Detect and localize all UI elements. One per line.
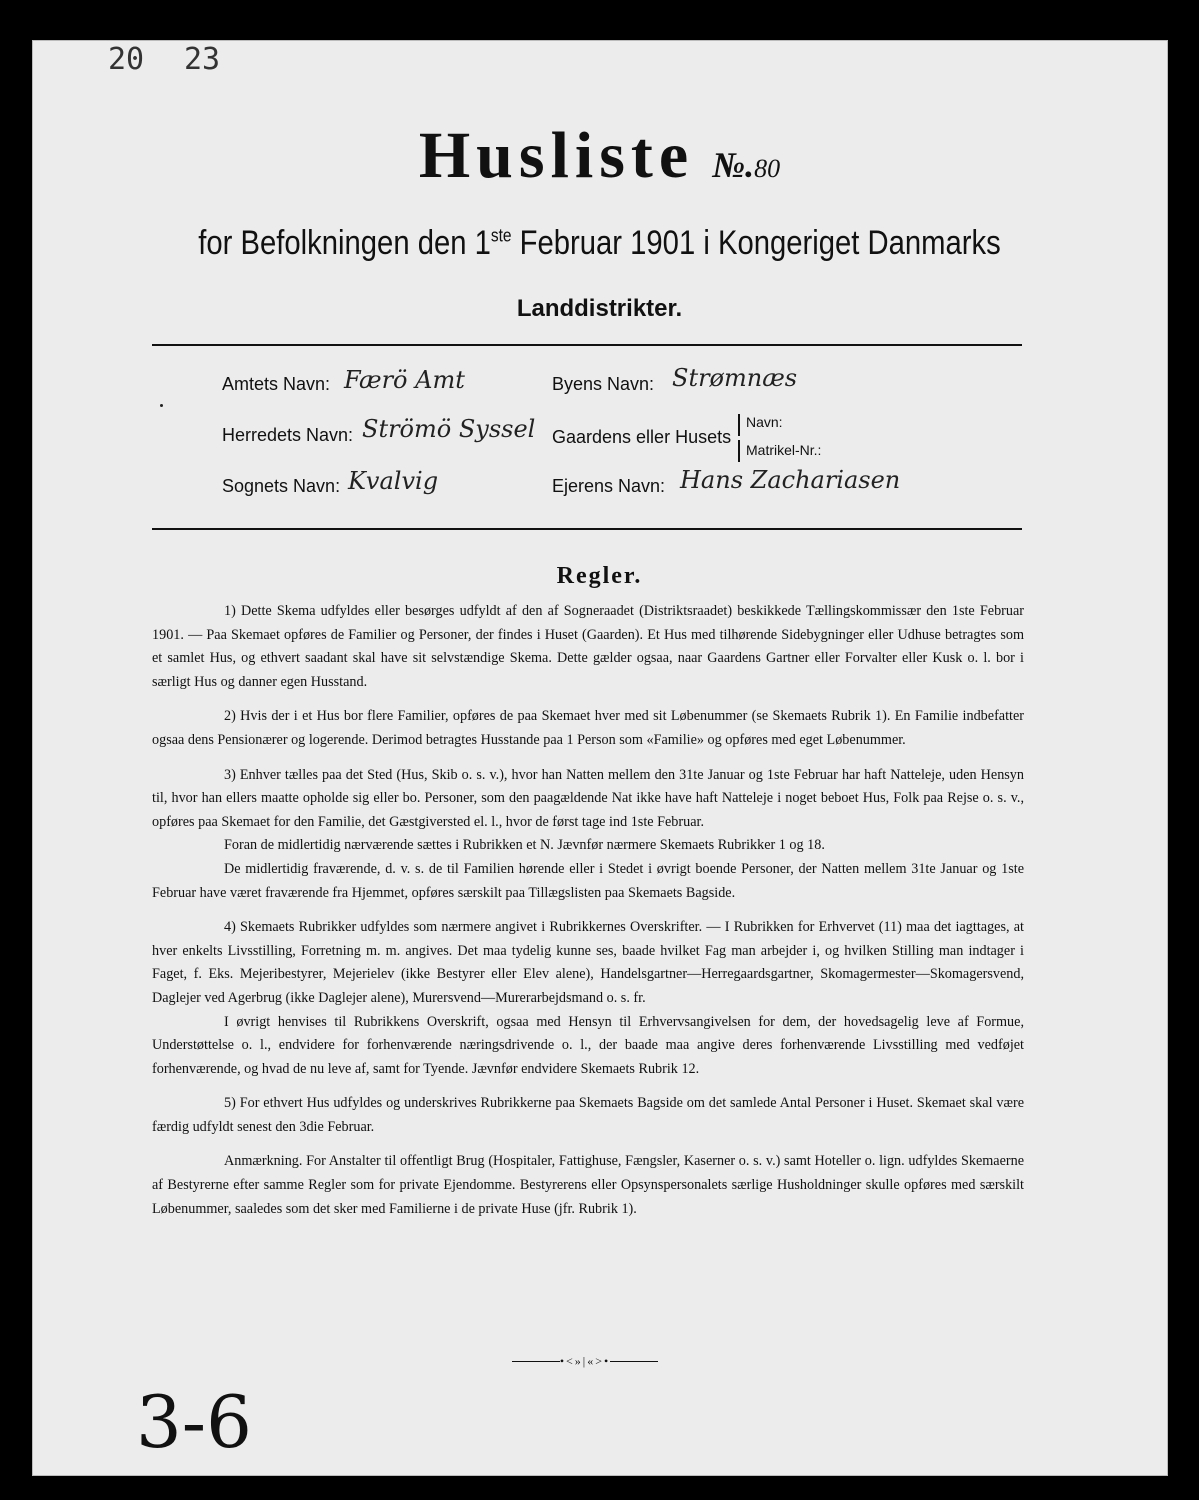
rule-4: 4) Skemaets Rubrikker udfyldes som nærmere angivet i Rubrikkernes Overskrifter. — I Rubrikken for Erhvervet (11) maa det iagttages, at hver enkelts Livsstilling, Forretning m. m. angives. Det maa tydelig kunne ses, baade hvilket Fag man arbejder i, og hvilken Stilling man indtager i Faget, f. Eks. Mejeribestyrer, Mejerielev (ikke Bestyrer eller Elev alene), Handelsgartner—Herregaardsgartner, Skomagermester—Skomagersvend, Daglejer ved Agerbrug (ikke Daglejer alene), Murersvend—Murerarbejdsmand o. s. fr. bbox=[152, 919, 1024, 1006]
bracket-lower bbox=[738, 440, 740, 462]
rules-heading: Regler. bbox=[556, 563, 643, 589]
sogn-value: Kvalvig bbox=[348, 467, 439, 495]
matrikel-label: Matrikel-Nr.: bbox=[746, 442, 822, 458]
ornament-glyph: •<»|«>• bbox=[559, 1353, 611, 1368]
form-subtitle bbox=[84, 224, 1115, 263]
annotation: Anmærkning. For Anstalter til offentligt Brug (Hospitaler, Fattighuse, Fængsler, Kaserner o. s. v.) samt Hoteller o. lign. udfyldes Skemaerne af Bestyrerne efter samme Regler som for private Ejendomme. Bestyrerens eller Opsynspersonalets særlige Husholdninger skulle opføres med særskilt Løbenummer, saaledes som det sker med Familierne i de private Huse (jfr. Rubrik 1). bbox=[152, 1153, 1024, 1217]
rule-4-note: I øvrigt henvises til Rubrikkens Overskrift, ogsaa med Hensyn til Erhvervsangivelsen for dem, der hovedsagelig leve af Formue, Understøttelse o. l., endvidere for forhenværende næringsdrivende o. l., der baade maa angive deres forhenværende Livsstilling med vedføjet forhenværende, og hvad de nu leve af, samt for Tyende. Jævnfør endvidere Skemaets Rubrik 12. bbox=[152, 1013, 1024, 1077]
title-text: Husliste bbox=[418, 119, 695, 192]
handwritten-page-code: 3-6 bbox=[136, 1380, 252, 1464]
bracket-upper bbox=[738, 414, 740, 436]
amt-label: Amtets Navn: bbox=[222, 374, 331, 394]
number-mark: №. bbox=[712, 145, 755, 185]
amt-value: Færö Amt bbox=[344, 366, 465, 394]
rule-5: 5) For ethvert Hus udfyldes og underskrives Rubrikkerne paa Skemaets Bagside om det samlede Antal Personer i Huset. Skemaet skal være færdig udfyldt senest den 3die Februar. bbox=[152, 1095, 1024, 1135]
corner-number-right: 23 bbox=[184, 42, 221, 77]
rules-body bbox=[152, 600, 1024, 1232]
district-heading: Landdistrikter. bbox=[516, 295, 683, 322]
ink-speck bbox=[160, 404, 163, 407]
herred-value: Strömö Syssel bbox=[362, 415, 536, 443]
rule-3: 3) Enhver tælles paa det Sted (Hus, Skib o. s. v.), hvor han Natten mellem den 31te Januar og 1ste Februar har haft Natteleje, uden Hensyn til, hvor han ellers maatte opholde sig eller bo. Personer, som den paagældende Nat ikke have haft Natteleje i noget beboet Hus, Folk paa Rejse o. s. v., opføres paa Skemaet for den Familie, det Gæstgiversted el. l., hvor de først tage ind 1ste Februar. bbox=[152, 766, 1024, 830]
rule-3-note-b: De midlertidig fraværende, d. v. s. de til Familien hørende eller i Stedet i øvrigt boende Personer, der Natten mellem 31te Januar og 1ste Februar have været fraværende fra Hjemmet, opføres særskilt paa Tillægslisten paa Skemaets Bagside. bbox=[152, 860, 1024, 901]
subtitle-post: Februar 1901 i Kongeriget Danmarks bbox=[511, 224, 1001, 262]
herred-label: Herredets Navn: bbox=[222, 425, 354, 445]
form-title bbox=[0, 118, 1199, 194]
bottom-divider bbox=[152, 528, 1022, 530]
ejer-label: Ejerens Navn: bbox=[552, 476, 666, 496]
gaard-label: Gaardens eller Husets bbox=[552, 427, 732, 447]
subtitle-sup: ste bbox=[490, 225, 512, 246]
navn-label: Navn: bbox=[746, 414, 783, 430]
by-label: Byens Navn: bbox=[552, 374, 655, 394]
by-value: Strømnæs bbox=[672, 364, 798, 392]
corner-number-left: 20 bbox=[108, 42, 145, 77]
rule-2: 2) Hvis der i et Hus bor flere Familier, opføres de paa Skemaet hver med sit Løbenummer (se Skemaets Rubrik 1). En Familie indbefatter ogsaa dens Pensionærer og logerende. Derimod betragtes Husstande paa 1 Person som «Familie» og opføres med eget Løbenummer. bbox=[152, 708, 1024, 748]
ornament-rule bbox=[512, 1354, 658, 1368]
ejer-value: Hans Zachariasen bbox=[680, 466, 901, 494]
subtitle-pre: for Befolkningen den 1 bbox=[198, 224, 491, 262]
rule-3-note-a: Foran de midlertidig nærværende sættes i Rubrikken et N. Jævnfør nærmere Skemaets Rubrikker 1 og 18. bbox=[224, 837, 825, 854]
house-number: 80 bbox=[754, 154, 781, 183]
sogn-label: Sognets Navn: bbox=[222, 476, 341, 496]
top-divider bbox=[152, 344, 1022, 346]
rule-1: 1) Dette Skema udfyldes eller besørges udfyldt af den af Sogneraadet (Distriktsraadet) beskikkede Tællingskommissær den 1ste Februar 1901. — Paa Skemaet opføres de Familier og Personer, der findes i Huset (Gaarden). Et Hus med tilhørende Sidebygninger eller Udhuse betragtes som et samlet Hus, og ethvert saadant skal have sit selvstændige Skema. Dette gælder ogsaa, naar Gaardens Gartner eller Forvalter eller Kusk o. l. bor i særligt Hus og danner egen Husstand. bbox=[152, 603, 1024, 690]
